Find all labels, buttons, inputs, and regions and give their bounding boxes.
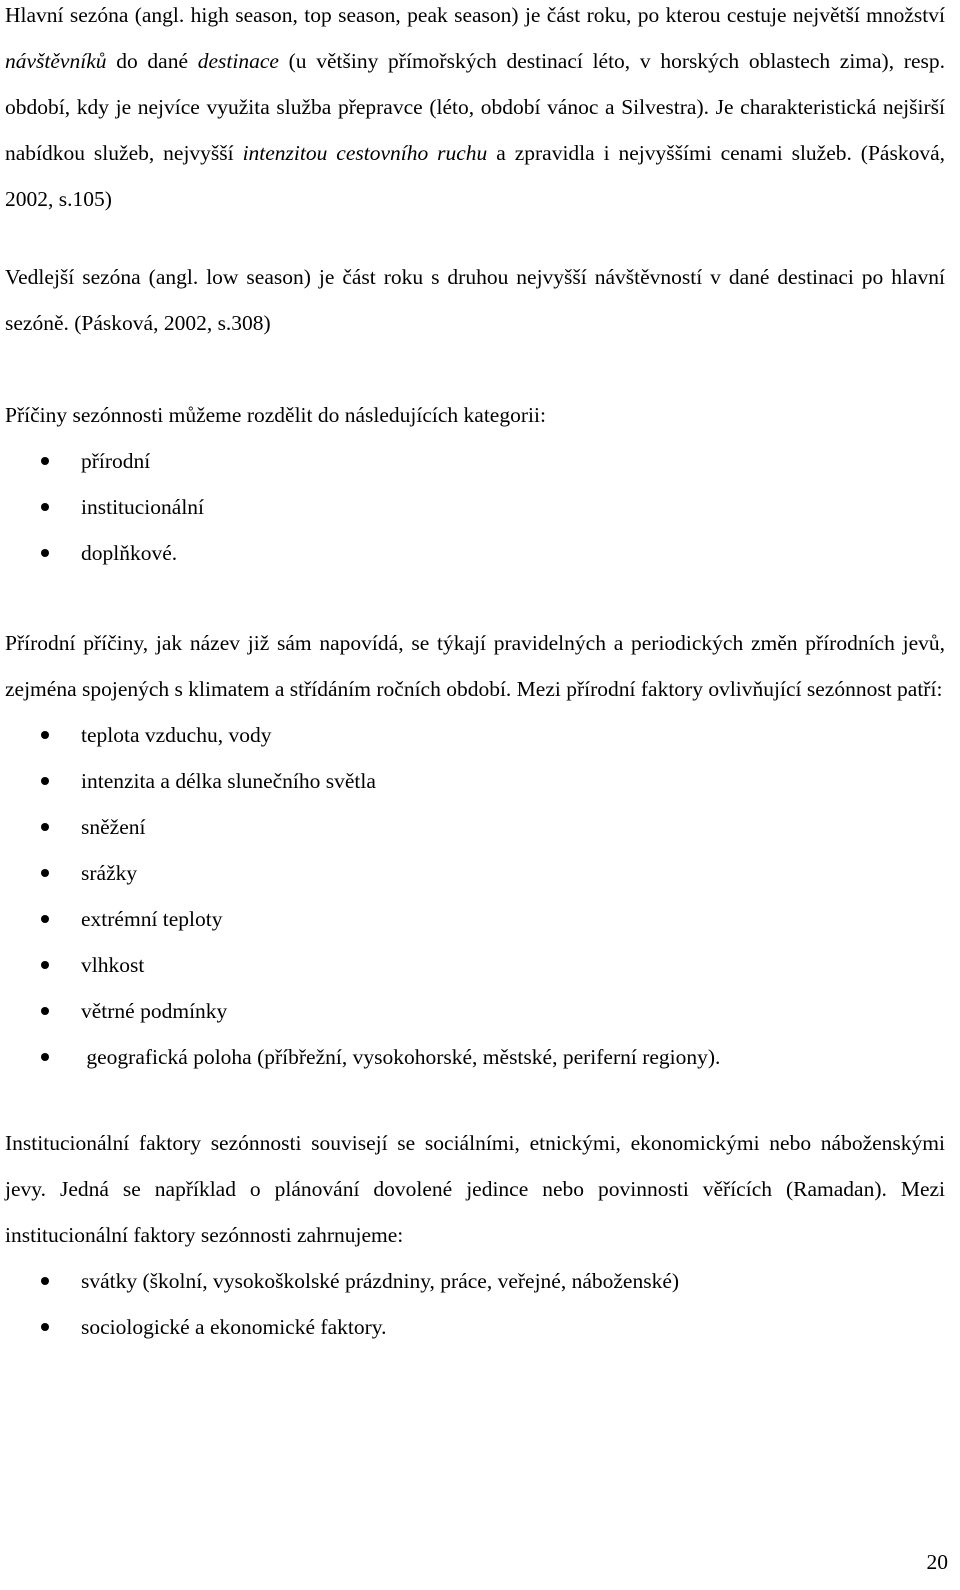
paragraph-vedlejsi-sezona: Vedlejší sezóna (angl. low season) je část roku s druhou nejvyšší návštěvností v dané destinaci po hlavní sezóně. (Pásková, 2002, s.308) — [5, 265, 945, 335]
list-item-text: přírodní — [81, 449, 151, 473]
list-item-text: geografická poloha (příbřežní, vysokohorské, městské, periferní regiony). — [81, 1045, 721, 1069]
list-item-text: sociologické a ekonomické faktory. — [81, 1315, 387, 1339]
hlavni-em-destinace: destinace — [197, 49, 279, 73]
list-item — [5, 850, 945, 896]
bullet-icon — [41, 457, 49, 465]
bullet-icon — [41, 777, 49, 785]
list-item — [5, 896, 945, 942]
institucionalni-list — [5, 1258, 945, 1350]
hlavni-text-2: do dané — [106, 49, 198, 73]
hlavni-em-navstevniku: návštěvníků — [5, 49, 107, 73]
list-item — [5, 804, 945, 850]
list-item — [5, 712, 945, 758]
list-item — [5, 1304, 945, 1350]
page-number: 20 — [926, 1550, 948, 1574]
bullet-icon — [41, 1277, 49, 1285]
list-item — [5, 530, 945, 576]
bullet-icon — [41, 915, 49, 923]
bullet-icon — [41, 1007, 49, 1015]
paragraph-prirodni-priciny: Přírodní příčiny, jak název již sám napovídá, se týkají pravidelných a periodických změn přírodních jevů, zejména spojených s klimatem a střídáním ročních období. Mezi přírodní faktory ovlivňující sezónnost patří: — [5, 631, 945, 701]
list-item-text: doplňkové. — [81, 541, 178, 565]
bullet-icon — [41, 869, 49, 877]
list-item-text: teplota vzduchu, vody — [81, 723, 272, 747]
list-item — [5, 484, 945, 530]
bullet-icon — [41, 961, 49, 969]
priciny-list — [5, 438, 945, 576]
list-item — [5, 988, 945, 1034]
hlavni-text-4: a zpravidla i nejvyššími cenami služeb. (Pásková, 2002, s.105) — [5, 141, 945, 211]
bullet-icon — [41, 1323, 49, 1331]
list-item-text: sněžení — [81, 815, 146, 839]
document-page — [5, 0, 945, 1350]
list-item-text: srážky — [81, 861, 138, 885]
paragraph-institucionalni-faktory: Institucionální faktory sezónnosti souvisejí se sociálními, etnickými, ekonomickými nebo náboženskými jevy. Jedná se například o plánování dovolené jedince nebo povinnosti věřících (Ramadan). Mezi institucionální faktory sezónnosti zahrnujeme: — [5, 1131, 945, 1247]
hlavni-em-intenzita: intenzitou cestovního ruchu — [242, 141, 488, 165]
list-item-text: intenzita a délka slunečního světla — [81, 769, 376, 793]
hlavni-text-3: (u většiny přímořských destinací léto, v horských oblastech zima), resp. období, kdy je nejvíce využita služba přepravce (léto, období vánoc a Silvestra). Je charakteristická nejširší nabídkou služeb, nejvyšší — [5, 49, 945, 165]
prirodni-list — [5, 712, 945, 1080]
list-item — [5, 1258, 945, 1304]
bullet-icon — [41, 549, 49, 557]
bullet-icon — [41, 503, 49, 511]
list-item — [5, 1034, 945, 1080]
hlavni-text-1: Hlavní sezóna (angl. high season, top season, peak season) je část roku, po kterou cestuje největší množství — [5, 3, 945, 27]
list-item — [5, 942, 945, 988]
bullet-icon — [41, 731, 49, 739]
list-item-text: institucionální — [81, 495, 205, 519]
paragraph-hlavni-sezona — [5, 0, 945, 222]
paragraph-priciny-intro: Příčiny sezónnosti můžeme rozdělit do následujících kategorii: — [5, 403, 546, 427]
bullet-icon — [41, 1053, 49, 1061]
list-item-text: extrémní teploty — [81, 907, 223, 931]
list-item-text: větrné podmínky — [81, 999, 228, 1023]
list-item — [5, 438, 945, 484]
list-item-text: svátky (školní, vysokoškolské prázdniny, práce, veřejné, náboženské) — [81, 1269, 680, 1293]
bullet-icon — [41, 823, 49, 831]
list-item-text: vlhkost — [81, 953, 145, 977]
list-item — [5, 758, 945, 804]
